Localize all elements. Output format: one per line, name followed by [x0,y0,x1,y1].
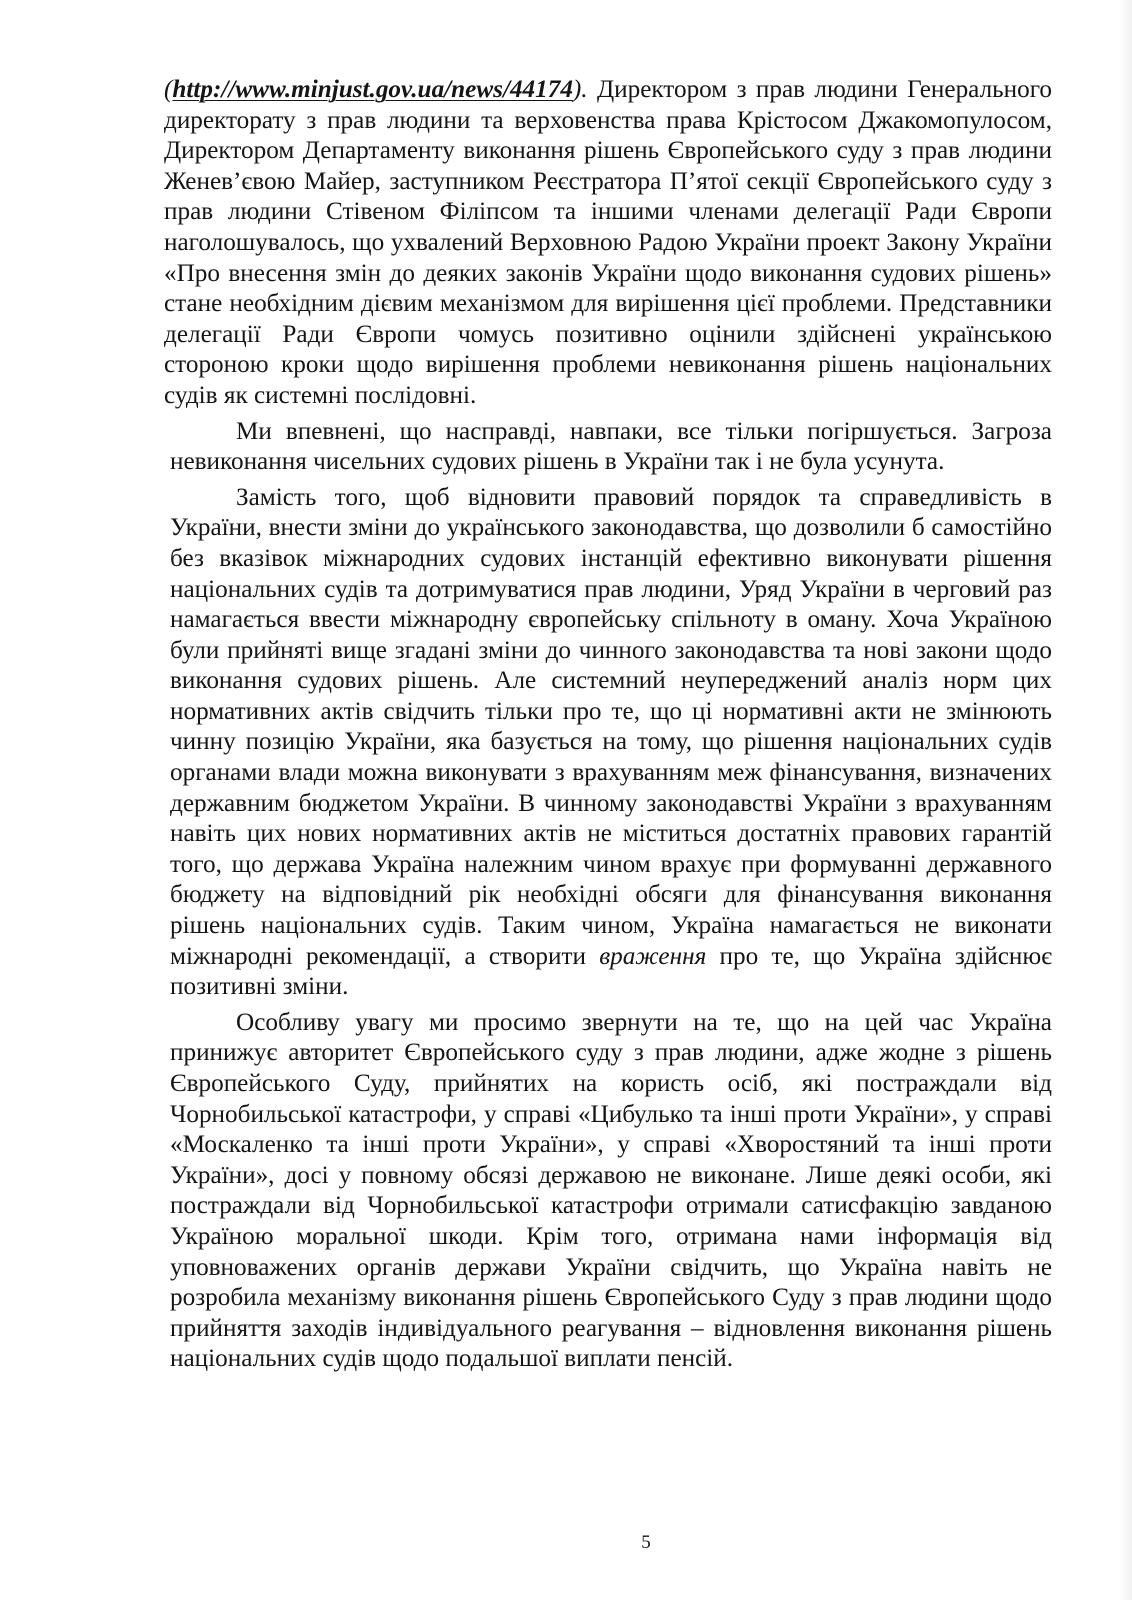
url-close-paren: ). [572,76,588,103]
document-body [164,75,1052,1375]
paragraph-1-text: Директором з прав людини Генерального директорату з прав людини та верховенства права Крістосом Джакомопулосом, Директором Департаменту виконання рішень Європейського суду з прав людини Женев’євою Майер, заступником Реєстратора П’ятої секції Європейського суду з прав людини Стівеном Філіпсом та іншими членами делегації Ради Європи наголошувалось, що ухвалений Верховною Радою України проект Закону України «Про внесення змін до деяких законів України щодо виконання судових рішень» стане необхідним дієвим механізмом для вирішення цієї проблеми. Представники делегації Ради Європи чомусь позитивно оцінили здійснені українською стороною кроки щодо вирішення проблеми невиконання рішень національних судів як системні послідовні. [164,76,1052,409]
source-url-link[interactable]: http://www.minjust.gov.ua/news/44174 [172,76,573,103]
paragraph-3-text-after: про те, що Україна здійснює позитивні зміни. [170,942,1053,1001]
url-open-paren: ( [164,76,173,103]
paragraph-4 [170,1008,1052,1375]
paragraph-4-text: Особливу увагу ми просимо звернути на те, що на цей час Україна принижує авторитет Європейського суду з прав людини, адже жодне з рішень Європейського Суду, прийнятих на користь осіб, які постраждали від Чорнобильської катастрофи, у справі «Цибулько та інші проти України», у справі «Москаленко та інші проти України», у справі «Хворостяний та інші проти України», досі у повному обсязі державою не виконане. Лише деякі особи, які постраждали від Чорнобильської катастрофи отримали сатисфакцію завданою Україною моральної шкоди. Крім того, отримана нами інформація від уповноважених органів держави України свідчить, що Україна навіть не розробила механізму виконання рішень Європейського Суду з прав людини щодо прийняття заходів індивідуального реагування – відновлення виконання рішень національних судів щодо подальшої виплати пенсій. [170,1008,1052,1373]
page-number: 5 [641,1532,651,1553]
emphasized-word: враження [599,942,707,970]
paragraph-3-text-before: Замість того, щоб відновити правовий порядок та справедливість в України, внести зміни до українського законодавства, що дозволили б самостійно без вказівок міжнародних судових інстанцій ефективно виконувати рішення національних судів та дотримуватися прав людини, Уряд України в черговий раз намагається ввести міжнародну європейську спільноту в оману. Хоча Україною були прийняті вище згадані зміни до чинного законодавства та нові закони щодо виконання судових рішень. Але системний неупереджений аналіз норм цих нормативних актів свідчить тільки про те, що ці нормативні акти не змінюють чинну позицію України, яка базується на тому, що рішення національних судів органами влади можна виконувати з врахуванням меж фінансування, визначених державним бюджетом України. В чинному законодавстві України з врахуванням навіть цих нових нормативних актів не міститься достатніх правових гарантій того, що держава Україна належним чином врахує при формуванні державного бюджету на відповідний рік необхідні обсяги для фінансування виконання рішень національних судів. Таким чином, Україна намагається не виконати міжнародні рекомендації, а створити [170,483,1052,970]
paragraph-2 [170,417,1052,478]
paragraph-2-text: Ми впевнені, що насправді, навпаки, все тільки погіршується. Загроза невиконання чисельних судових рішень в України так і не була усунута. [170,417,1052,476]
paragraph-1 [164,75,1052,412]
page-edge-shadow [1118,0,1132,1600]
paragraph-3 [170,483,1052,1003]
